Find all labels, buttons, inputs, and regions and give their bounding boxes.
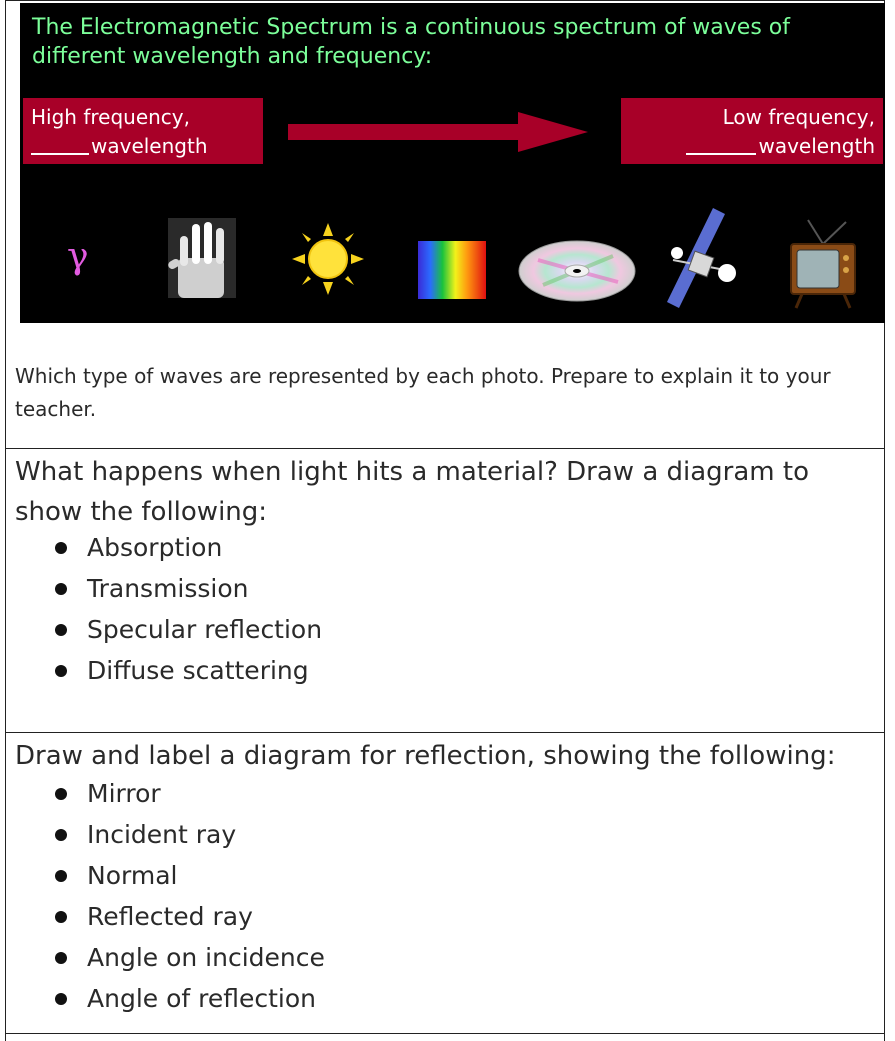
high-frequency-label: High frequency, <box>31 105 190 129</box>
low-blank <box>686 133 756 155</box>
high-frequency-band <box>23 98 263 164</box>
task-2-list <box>55 773 325 1019</box>
list-item: Diffuse scattering <box>55 650 322 691</box>
list-item: Angle of reflection <box>55 978 325 1019</box>
list-item: Normal <box>55 855 325 896</box>
list-item: Incident ray <box>55 814 325 855</box>
list-item: Angle on incidence <box>55 937 325 978</box>
task-1-prompt: What happens when light hits a material? Draw a diagram to show the following: <box>15 457 809 527</box>
sun-icon <box>292 223 364 295</box>
row-divider-3 <box>5 1033 885 1034</box>
row-divider-2 <box>5 732 885 733</box>
xray-hand-icon <box>168 218 236 298</box>
high-blank <box>31 133 89 155</box>
row-divider-1 <box>5 448 885 449</box>
task-2-prompt: Draw and label a diagram for reflection, showing the following: <box>15 741 836 771</box>
task-1-list <box>55 527 322 691</box>
gamma-ray-icon: γ <box>67 236 89 277</box>
visible-spectrum-icon <box>418 241 486 299</box>
low-wavelength-label: wavelength <box>758 134 875 158</box>
list-item: Transmission <box>55 568 322 609</box>
television-icon <box>788 218 858 310</box>
cd-disc-icon <box>518 240 636 302</box>
frequency-arrow-icon <box>288 112 608 152</box>
low-frequency-band <box>621 98 883 164</box>
wave-icons-row <box>20 208 885 318</box>
satellite-icon <box>665 208 737 308</box>
low-frequency-label: Low frequency, <box>722 105 875 129</box>
list-item: Specular reflection <box>55 609 322 650</box>
spectrum-slide <box>20 3 885 323</box>
slide-title: The Electromagnetic Spectrum is a continuous spectrum of waves of different wavelength and frequency: <box>32 15 790 69</box>
list-item: Reflected ray <box>55 896 325 937</box>
table-top-border <box>5 0 885 1</box>
high-wavelength-label: wavelength <box>91 134 208 158</box>
list-item: Absorption <box>55 527 322 568</box>
question-text: Which type of waves are represented by each photo. Prepare to explain it to your teacher. <box>15 364 831 421</box>
list-item: Mirror <box>55 773 325 814</box>
